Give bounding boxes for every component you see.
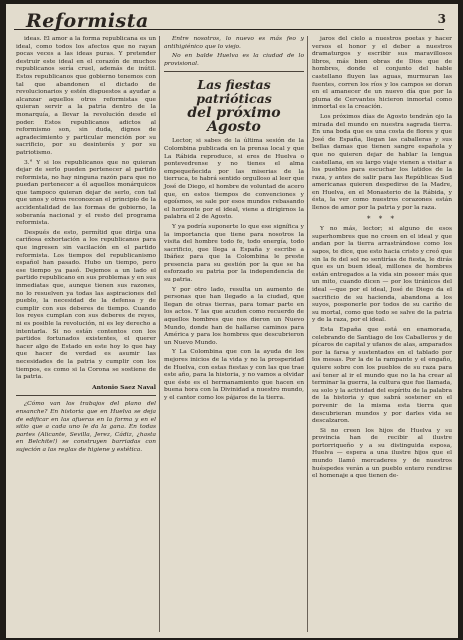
article-paragraph: Y ya podría suponerte lo que ese signífica y la importancia que tiene para nosotros la visita del hombre todo fe, todo energía, todo sacrificio, que llega a España y escribe a Ibáñez para que la Colombina le preste presencia para su gestión por la que se ha esforzado su patria por la independencia de su patria. — [164, 223, 304, 284]
headline-line-2: del próximo Agosto — [187, 105, 281, 136]
article-paragraph: Los próximos días de Agosto tendrán ojo la mirada del mundo en nuestra sagrada tierra. En una boda que es una costa de flores y que José de España, llegan las caballeras y sus bellas damas que tienen sangre española y que no quieren dejar de hablar la lengua castellana, en su largo viaje vienen a visitar a los pueblos para escuchar los latidos de la raza, y antes de salir para las Repúblicas Sud americanas quieren despedirse de la Madre, en Huelva, en el Monasterio de la Rábida, y ésta, la ver como nuestros corazones están llenos de amor por la patria y por la raza. — [312, 113, 452, 212]
masthead-title: Reformista — [26, 10, 149, 32]
article-headline — [164, 78, 304, 134]
article-paragraph: Y no más, lector; si alguno de esos superhombres que no creen en el ideal y que andan por la tierra arrastrándose como los sapos, te dice, que esto hacia cristo y creó que sin la fe del sol no sentirías de fiesta, le dirás que es un buen ideal, millones de hombres están entregados a la vida sin poseer más que un mito, cuando dicen — por los tiránicos del ideal —que por el ideal, José de Diego da el sacrificio de su hacienda, abandona a los suyos, posponerle por todos de su cariño de su mortal, como que todo se salve de la patria y de la raza, por el ideal. — [312, 226, 452, 324]
right-column — [312, 36, 452, 483]
section-divider — [16, 395, 156, 396]
page-number: 3 — [437, 12, 446, 26]
left-column — [16, 36, 156, 456]
headline-line-1: Las fiestas patrióticas — [196, 77, 272, 107]
brief-note-closing: No en balde Huelva es la ciudad de lo provisional. — [164, 53, 304, 67]
article-paragraph: Si no creen los hijos de Huelva y su provincia han de recibir al ilustre portorriqueño y a su distinguida esposa, Huelva — espera a una ilustre hijos que el mundo llamó mercaderes y de nuestros huéspedes verán a un pueblo entero rendirse el homenaje a que tienen de- — [312, 427, 452, 480]
masthead — [14, 8, 450, 38]
column-divider-2 — [307, 36, 308, 632]
masthead-rule — [14, 29, 444, 30]
article-paragraph: Y La Colombina que con la ayuda de los mejores inicios de la vida y no la prosperidad de Huelva, con estas fiestas y con las que trae este año, para la historia, y no vamos a olvidar que éste es el hermanamiento que hacen en buena hora con la Divinidad a nuestro mundo, y el cantor como los pájaros de la tierra. — [164, 349, 304, 401]
article-paragraph: Y por otro lado, resulta un aumento de personas que han llegado a la ciudad, que llegan de otras tierras, para tomar parte en los actos. Y las que acuden como recuerdo de aquellos hombres que nos dieron un Nuevo Mundo, donde han de hallarse caminos para América y para los hombres que descubrieron un Nuevo Mundo. — [164, 286, 304, 346]
article-paragraph: Esta España que está en enamorada, celebrando de Santiago de los Caballeros y de pícaros de capital y ufanos de alas, amparados por la farsa y sustentados en el tablado por los mesas. Por la de la rampante y el engaño, quiere sobre con los pueblos de su raza para así tener al ir el mundo que no la ha crear al terminar la guerra, la cultura que fue llamada, su solo y la actividad del espíritu de la palabra de la historia y que sabrá sostener en el porvenir de la misma esta tierra que descubrieran mundos y por darles vida se descalzaron. — [312, 326, 452, 425]
article-paragraph: Lector, si sabes de la última sesión de la Colombina publicada en la prensa local y que La Rábida reproduce, si eres de Huelva o pontevedrense y no tienes el alma empequeñecida por las miserias de la tierruca, te habrá sentido orgulloso al leer que José de Diego, el hombre de voluntad de acero que, en estos tiempos de convenciones y egoísmos, se sale por esos mundos rebasando el horizonte por el ideal, viene a dirigirnos la palabra el 2 de Agosto. — [164, 138, 305, 221]
column-divider-1 — [159, 36, 160, 632]
section-divider — [164, 71, 304, 72]
brief-note-continued: Entre nosotros, lo nuevo es más feo y antihigiénico que lo viejo. — [164, 36, 304, 50]
brief-note: ¿Cómo van los trabajos del plano del ensanche? En historia que en Huelva se deja de edificar en las afueras en la forma y en el sitio que a cada uno le da la gana. En todas partes (Alicante, Sevilla, Jerez, Cádiz, ¿hasta en Belchite!) se construyen barriadas con sujeción a las reglas de higiene y estética. — [16, 401, 156, 453]
article-paragraph: Después de esto, permítid que dirija una cariñosa exhortación a los republicanos para que ingresen sin vacilación en el partido reformista. Los tiempos del republicanismo español han pasado. Hubo un tiempo, pero ese tiempo ya pasó. Dejemos a un lado el partido republicano en sus problemas y en sus inmediatas que, aunque tienen sus razones, no lo resuelven ya todas las aspiraciones del pueblo, la necesidad de la defensa y de cumplir con sus deberes de tiempo. Cuando los reyes cumplan con sus deberes de reyes, ni es posible la revolución, ni es ley derecho a intentarla. Si no están contentos con los partidos fortunados existentes, el querer hacer algo de Estado en este hoy lo que hay que hacer de verdad es asumir las necesidades de la patria y cumplir con los tiempos, es como si la Corona se sostiene de la patria. — [16, 229, 156, 381]
article-paragraph: jaros del cielo a nuestros poetas y hacer versos el honor y el deber a nuestros dramaturgos y escribir sus maravillosos libros, más bien obras de Dios que de hombres, donde el conjunto del hable castellano fluyen las aguas, murmuran las fuentes, corren los ríos y los campos se doran en el amanecer de un nuevo día que por la pluma de Cervantes hicieron inmortal como inmortal es la creación. — [312, 36, 452, 111]
middle-column — [164, 36, 304, 405]
section-stars: * * * — [367, 214, 397, 223]
article-paragraph: ideas. El amor a la forma republicana es un ideal, como todos los afectos que no rayan pocas veces a las ideas puras. Y pretender destruir este ideal en el corazón de muchos republicanos sería cruel, además de inútil. Estos republicanos que gobierno tenemos con tal que abandonen el dictado de revolucionarios y estén dispuestos a ayudar a alcanzar aquellos otros reformistas que quieran servir a la patria dentro de la monarquía, a llevar la revolución desde el poder. Estos republicanos adictos al reformismo son, sin duda, dignos de agradecimiento y particular mención por su sacrificio, por su desinterés y por su patriotismo. — [16, 36, 156, 156]
newspaper-page — [6, 4, 458, 638]
article-paragraph: 3.° Y si los republicanos que no quieran dejar de serlo pueden pertenecer al partido reformista, no hay ninguna razón para que no puedan pertenecer a él aquellos monárquicos que tampoco quieran dejar de serlo, con tal que unos y otros reconozcan el principio de la accidentalidad de las formas de gobierno, la soberanía nacional y el resto del programa reformista. — [16, 159, 156, 227]
author-signature: Antonio Saez Naval — [92, 383, 156, 391]
